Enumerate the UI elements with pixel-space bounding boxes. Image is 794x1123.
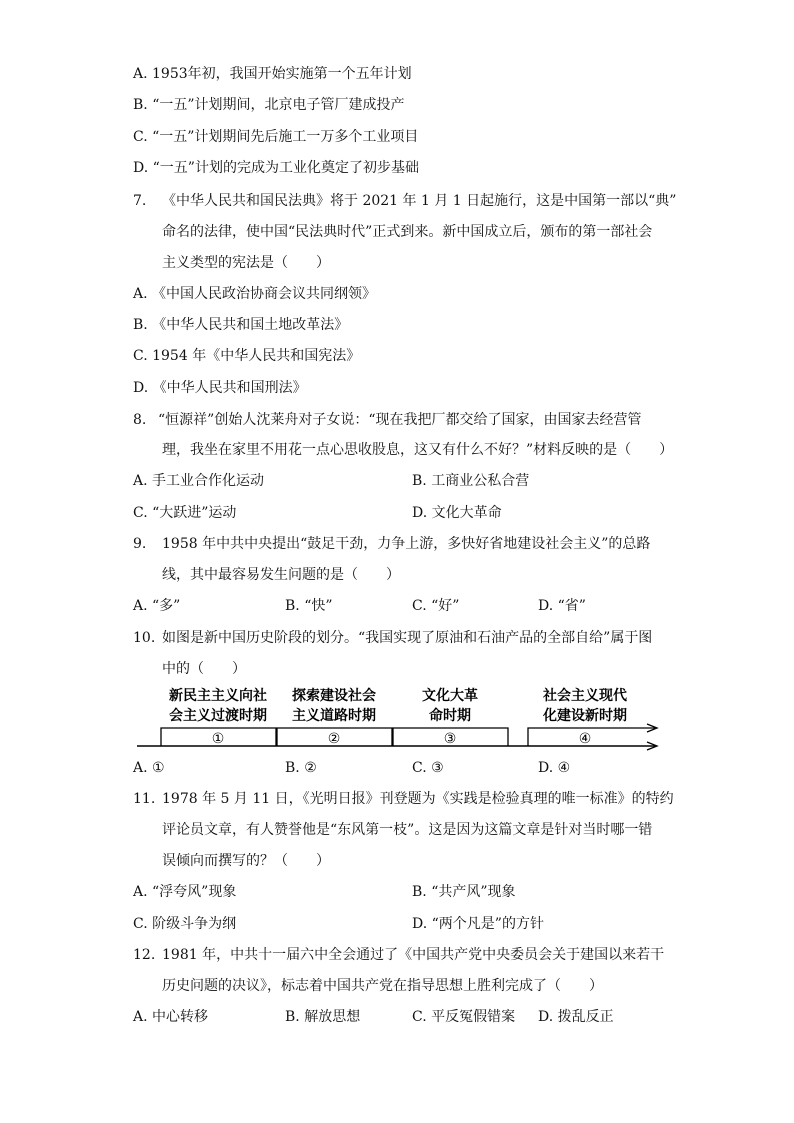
q9-option-b: B. “快” [285, 598, 333, 614]
q10-option-a: A. ① [133, 760, 165, 776]
q6-option-d: D. “一五”计划的完成为工业化奠定了初步基础 [133, 160, 419, 176]
q7-number: 7. [133, 193, 147, 209]
q9-number: 9. [133, 536, 147, 552]
q9-option-c: C. “好” [412, 598, 460, 614]
q10-option-d: D. ④ [538, 760, 571, 776]
q6-option-b: B. “一五”计划期间，北京电子管厂建成投产 [133, 97, 405, 113]
timeline-label-3-line-1: 文化大革 [422, 688, 478, 704]
q7-option-a: A. 《中国人民政治协商会议共同纲领》 [133, 286, 377, 302]
q12-option-c: C. 平反冤假错案 [412, 1009, 516, 1025]
q11-option-d: D. “两个凡是”的方针 [412, 916, 544, 932]
q11-stem-line-3: 误倾向而撰写的？（ ） [162, 853, 330, 869]
timeline-mark-2: ② [327, 731, 341, 747]
timeline-mark-1: ① [211, 731, 225, 747]
q7-stem-line-3: 主义类型的宪法是（ ） [162, 255, 330, 271]
q6-option-a: A. 1953年初，我国开始实施第一个五年计划 [133, 66, 412, 82]
timeline-segment-4 [528, 728, 655, 746]
q7-stem-line-2: 命名的法律，使中国“民法典时代”正式到来。新中国成立后，颁布的第一部社会 [162, 224, 653, 240]
q9-stem-line-2: 线，其中最容易发生问题的是（ ） [162, 567, 400, 583]
q12-option-b: B. 解放思想 [285, 1009, 361, 1025]
q12-stem-line-2: 历史问题的决议》，标志着中国共产党在指导思想上胜利完成了（ ） [162, 978, 603, 994]
q9-option-d: D. “省” [538, 598, 586, 614]
q11-option-a: A. “浮夸风”现象 [133, 884, 237, 900]
timeline-label-4-line-1: 社会主义现代 [543, 688, 627, 704]
q10-number: 10. [133, 630, 156, 646]
q7-stem-line-1: 《中华人民共和国民法典》将于 2021 年 1 月 1 日起施行，这是中国第一部以“典” [162, 193, 677, 209]
timeline-mark-4: ④ [578, 731, 592, 747]
q8-stem-line-2: 理，我坐在家里不用花一点心思收股息，这又有什么不好？”材料反映的是（ ） [162, 442, 674, 458]
q8-stem-line-1: “恒源祥”创始人沈莱舟对子女说：“现在我把厂都交给了国家，由国家去经营管 [158, 412, 642, 428]
q8-number: 8. [133, 412, 147, 428]
timeline-label-1-line-1: 新民主主义向社 [169, 688, 267, 704]
q12-option-d: D. 拨乱反正 [538, 1009, 614, 1025]
q12-stem-line-1: 1981 年，中共十一届六中全会通过了《中国共产党中央委员会关于建国以来若干 [162, 947, 665, 963]
timeline-label-2-line-2: 主义道路时期 [292, 708, 376, 724]
timeline-label-1-line-2: 会主义过渡时期 [169, 708, 267, 724]
q11-option-c: C. 阶级斗争为纲 [133, 916, 237, 932]
q8-option-c: C. “大跃进”运动 [133, 505, 237, 521]
q11-stem-line-1: 1978 年 5 月 11 日，《光明日报》刊登题为《实践是检验真理的唯一标准》的特约 [162, 791, 674, 807]
q6-option-c: C. “一五”计划期间先后施工一万多个工业项目 [133, 129, 419, 145]
q7-option-d: D. 《中华人民共和国刑法》 [133, 380, 307, 396]
q8-option-a: A. 手工业合作化运动 [133, 473, 265, 489]
timeline-mark-3: ③ [443, 731, 457, 747]
q12-number: 12. [133, 947, 156, 963]
q8-option-b: B. 工商业公私合营 [412, 473, 530, 489]
q7-option-b: B. 《中华人民共和国土地改革法》 [133, 317, 349, 333]
q10-option-c: C. ③ [412, 760, 444, 776]
timeline-label-4-line-2: 化建设新时期 [543, 708, 627, 724]
q11-option-b: B. “共产风”现象 [412, 884, 516, 900]
q8-option-d: D. 文化大革命 [412, 505, 502, 521]
q10-stem-line-2: 中的（ ） [162, 661, 246, 677]
q12-option-a: A. 中心转移 [133, 1009, 209, 1025]
q10-stem-line-1: 如图是新中国历史阶段的划分。“我国实现了原油和石油产品的全部自给”属于图 [162, 630, 653, 646]
q7-option-c: C. 1954 年《中华人民共和国宪法》 [133, 348, 361, 364]
q9-stem-line-1: 1958 年中共中央提出“鼓足干劲，力争上游，多快好省地建设社会主义”的总路 [162, 536, 651, 552]
timeline-label-2-line-1: 探索建设社会 [292, 688, 376, 704]
q11-stem-line-2: 评论员文章，有人赞誉他是“东风第一枝”。这是因为这篇文章是针对当时哪一错 [162, 822, 653, 838]
q9-option-a: A. “多” [133, 598, 181, 614]
timeline-label-3-line-2: 命时期 [429, 708, 471, 724]
q10-option-b: B. ② [285, 760, 317, 776]
q11-number: 11. [133, 791, 156, 807]
